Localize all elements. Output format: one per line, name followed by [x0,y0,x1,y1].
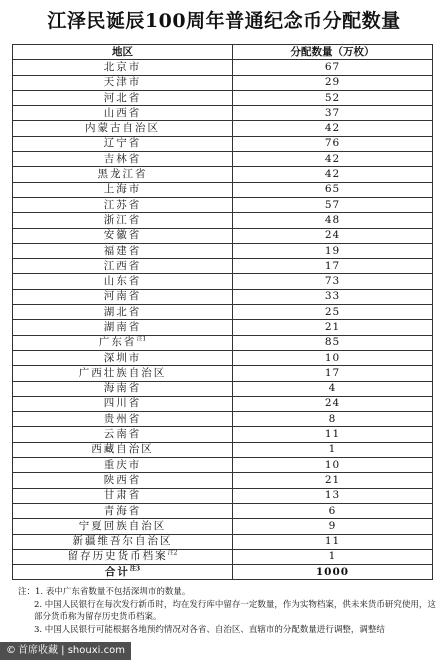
region-cell: 留存历史货币档案$^{注2}$ [13,549,233,564]
table-row [13,228,433,243]
footnote-1: 注：1. 表中广东省数量不包括深圳市的数量。 [18,587,191,597]
region-cell: 北京市 [13,60,233,75]
quantity-cell: 65 [233,182,433,197]
quantity-cell: 21 [233,320,433,335]
region-cell: 吉林省 [13,152,233,167]
table-row [13,427,433,442]
footnote-3: 3. 中国人民银行可能根据各地预约情况对各省、自治区、直辖市的分配数量进行调整，调整结 [34,624,385,635]
region-cell: 广东省$^{注1}$ [13,335,233,350]
quantity-cell: 9 [233,519,433,534]
table-row [13,213,433,228]
footnote-marker: 注2 [167,549,178,557]
region-cell: 甘肃省 [13,488,233,503]
table-row [13,458,433,473]
quantity-cell: 1 [233,442,433,457]
region-cell: 四川省 [13,396,233,411]
region-cell: 宁夏回族自治区 [13,519,233,534]
total-value: 1000 [233,565,433,580]
region-cell: 陕西省 [13,473,233,488]
table-row [13,274,433,289]
quantity-cell: 76 [233,136,433,151]
region-cell: 江苏省 [13,197,233,212]
region-cell: 新疆维吾尔自治区 [13,534,233,549]
table-row [13,442,433,457]
table-header-row [13,45,433,60]
region-cell: 河北省 [13,90,233,105]
total-label: 合计$^{注3}$ [13,565,233,580]
quantity-cell: 17 [233,259,433,274]
quantity-cell: 57 [233,197,433,212]
quantity-cell: 10 [233,350,433,365]
footnotes [18,586,438,636]
quantity-cell: 42 [233,121,433,136]
table-row [13,136,433,151]
quantity-cell: 52 [233,90,433,105]
table-row [13,259,433,274]
copyright-icon: © [6,645,16,656]
table-row [13,60,433,75]
table-row [13,534,433,549]
table-row [13,381,433,396]
table-row [13,320,433,335]
region-cell: 黑龙江省 [13,167,233,182]
table-row [13,152,433,167]
table-row [13,289,433,304]
region-cell: 山西省 [13,106,233,121]
quantity-cell: 10 [233,458,433,473]
table-row [13,549,433,564]
footnote-marker: 注3 [129,565,141,573]
quantity-cell: 1 [233,549,433,564]
table-row [13,243,433,258]
footnote-2: 2. 中国人民银行在每次发行新币时，均在发行库中留存一定数量，作为实物档案，供未来货币研究使用，这部分货币称为留存历史货币档案。 [34,599,436,622]
table-row [13,488,433,503]
table-row [13,182,433,197]
header-region: 地区 [13,45,233,60]
region-cell: 内蒙古自治区 [13,121,233,136]
quantity-cell: 4 [233,381,433,396]
region-cell: 浙江省 [13,213,233,228]
quantity-cell: 6 [233,503,433,518]
watermark-text: 首席收藏 | shouxi.com [18,645,125,656]
region-cell: 青海省 [13,503,233,518]
quantity-cell: 25 [233,305,433,320]
quantity-cell: 11 [233,534,433,549]
quantity-cell: 13 [233,488,433,503]
quantity-cell: 37 [233,106,433,121]
quantity-cell: 42 [233,167,433,182]
table-row [13,90,433,105]
region-cell: 云南省 [13,427,233,442]
region-cell: 湖北省 [13,305,233,320]
region-cell: 安徽省 [13,228,233,243]
watermark [0,642,131,660]
quantity-cell: 17 [233,366,433,381]
table-row [13,350,433,365]
quantity-cell: 24 [233,228,433,243]
region-cell: 山东省 [13,274,233,289]
header-quantity: 分配数量（万枚） [233,45,433,60]
table-row [13,305,433,320]
total-row [13,565,433,580]
footnote-marker: 注1 [136,335,147,343]
table-row [13,519,433,534]
region-cell: 上海市 [13,182,233,197]
quantity-cell: 85 [233,335,433,350]
quantity-cell: 21 [233,473,433,488]
quantity-cell: 29 [233,75,433,90]
quantity-cell: 73 [233,274,433,289]
region-cell: 辽宁省 [13,136,233,151]
table-row [13,335,433,350]
quantity-cell: 67 [233,60,433,75]
quantity-cell: 42 [233,152,433,167]
table-row [13,412,433,427]
region-cell: 河南省 [13,289,233,304]
page-title: 江泽民诞辰100周年普通纪念币分配数量 [47,10,401,32]
region-cell: 深圳市 [13,350,233,365]
region-cell: 海南省 [13,381,233,396]
table-row [13,106,433,121]
table-row [13,121,433,136]
allocation-table [12,44,433,580]
table-row [13,75,433,90]
quantity-cell: 33 [233,289,433,304]
region-cell: 湖南省 [13,320,233,335]
table-row [13,366,433,381]
table-row [13,503,433,518]
region-cell: 江西省 [13,259,233,274]
table-row [13,197,433,212]
table-row [13,473,433,488]
region-cell: 天津市 [13,75,233,90]
region-cell: 西藏自治区 [13,442,233,457]
region-cell: 重庆市 [13,458,233,473]
table-row [13,396,433,411]
quantity-cell: 11 [233,427,433,442]
table-row [13,167,433,182]
footnote-prefix: 注： [18,587,36,597]
region-cell: 福建省 [13,243,233,258]
region-cell: 贵州省 [13,412,233,427]
quantity-cell: 24 [233,396,433,411]
quantity-cell: 19 [233,243,433,258]
region-cell: 广西壮族自治区 [13,366,233,381]
quantity-cell: 8 [233,412,433,427]
quantity-cell: 48 [233,213,433,228]
